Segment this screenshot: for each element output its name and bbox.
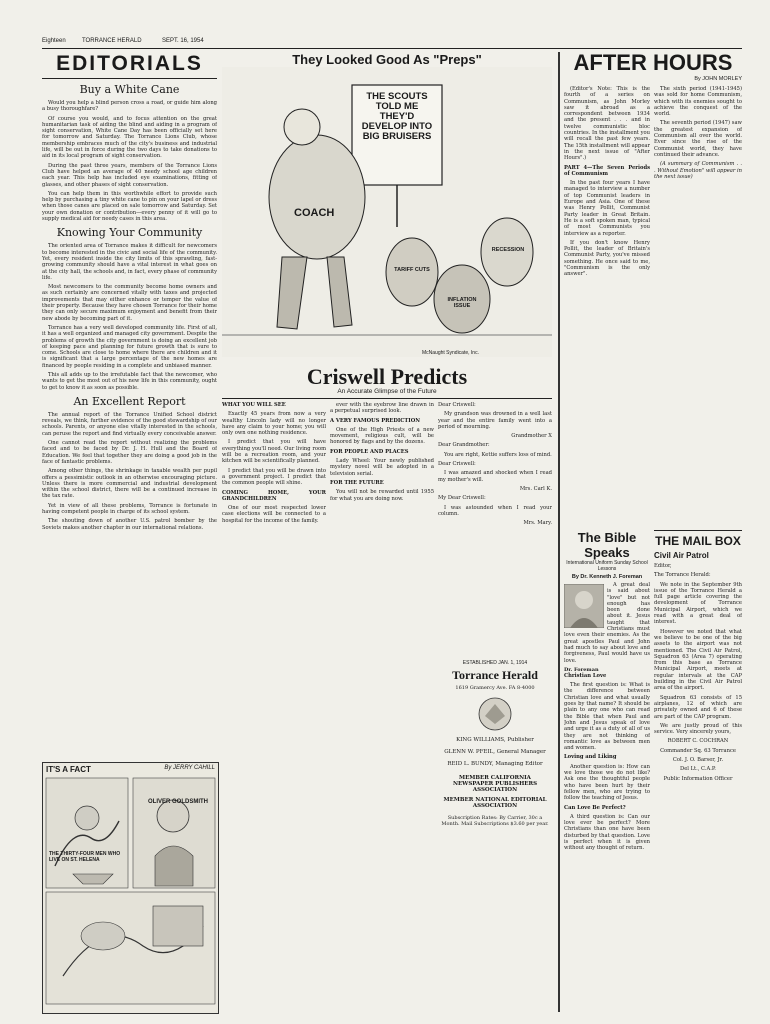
bible-byline: By Dr. Kenneth J. Foreman <box>571 574 643 580</box>
criswell-rule <box>222 398 552 399</box>
criswell-header <box>222 366 552 396</box>
criswell-subhead: FOR THE FUTURE <box>330 479 384 486</box>
mailbox-signature: Public Information Officer <box>663 775 733 782</box>
criswell-paragraph: I predict that you will be drawn into a government project. I predict that the common people will shine. <box>222 467 326 487</box>
criswell-paragraph: I predict that you will have everything you'll need. Our living room will be a recreation room, and your kitchen will be scientifically planned. <box>222 439 326 465</box>
article-paragraph: The oriented area of Torrance makes it difficult for newcomers to become interested in the civic and social life of the community. Yet, every resident inside the city limits of this sprawling, fast-growing community should have a vital interest in what goes on at the city hall, the schools and, in fact, every phase of community life. <box>42 243 217 281</box>
after-hours-header <box>564 52 742 82</box>
criswell-subtitle: An Accurate Glimpse of the Future <box>337 388 437 395</box>
author-photo <box>564 584 604 628</box>
criswell-col-1 <box>222 402 326 1014</box>
masthead-name: Torrance Herald <box>452 668 538 682</box>
after-hours-paragraph: The sixth period (1941-1945) was sold for home Communism, which with its enemies sought to achieve the conquest of the world. <box>654 86 742 118</box>
masthead-managing-editor: REID L. BUNDY, Managing Editor <box>447 761 543 767</box>
article-paragraph: You can help them in this worthwhile effort to provide such help by purchasing a tiny white cane to pin on your lapel or dress when those canes are placed on sale tomorrow and Saturday. Set your own donation or contribution—every penny of it will go to supply medical aid for needy cases in this area. <box>42 190 217 223</box>
cartoon-credit: McNaught Syndicate, Inc. <box>422 350 479 356</box>
criswell-paragraph: ever with the eyebrow line drawn in a perpetual surprised look. <box>330 402 434 415</box>
strip-title: IT'S A FACT <box>46 765 91 774</box>
article-paragraph: This all adds up to the irrefutable fact that the newcomer, who wants to get the most out of his new life in this community, ought to get to know it as soon as possible. <box>42 371 217 391</box>
masthead-phone: 1619 Gramercy Ave. FA 8-4000 <box>455 685 535 691</box>
mailbox-paragraph: Squadron 63 consists of 15 airplanes, 12 of which are privately owned and 6 of these are part of the CAP program. <box>654 694 742 720</box>
criswell-subhead: A VERY FAMOUS PREDICTION <box>330 417 420 424</box>
criswell-paragraph: You will not be rewarded until 1955 for what you are doing now. <box>330 489 434 502</box>
after-hours-byline: By JOHN MORLEY <box>694 76 742 82</box>
mailbox-paragraph: However we noted that what we believe to be one of the big assets to the airport was not mentioned. The Civil Air Patrol, Squadron 63 (Area 7) operating from this base as Torrance Municipal Airport, meets at regular intervals at the CAP building in the Civil Air Patrol area of the airport. <box>654 628 742 692</box>
criswell-title: Criswell Predicts <box>306 366 468 389</box>
criswell-letter: My Dear Criswell: <box>438 495 486 502</box>
criswell-paragraph: Exactly 45 years from now a very wealthy Lincoln lady will no longer have any claim to your home; you will only own one nothing residence. <box>222 411 326 437</box>
criswell-paragraph: Lady Wheel: Your newly published mystery novel will be adopted in a television serial. <box>330 458 434 477</box>
masthead-member: MEMBER NATIONAL EDITORIAL ASSOCIATION <box>443 797 547 809</box>
paper-name: TORRANCE HERALD <box>82 38 142 44</box>
criswell-letter: My grandson was drowned in a well last year and the entire family went into a period of mourning. <box>438 411 552 430</box>
after-hours-title: AFTER HOURS <box>573 52 733 75</box>
article-title: Buy a White Cane <box>79 83 180 96</box>
main-cartoon <box>222 52 552 362</box>
criswell-subhead: COMING HOME, YOUR GRANDCHILDREN <box>222 489 326 502</box>
editorials-column <box>42 52 217 762</box>
ball-label-recession: RECESSION <box>491 247 525 253</box>
mailbox-signature: Commander Sq. 63 Torrance <box>660 747 736 754</box>
mailbox-title: THE MAIL BOX <box>655 534 741 548</box>
criswell-paragraph: One of the High Priests of a new movement, religious cult, will be honored by flags and by the dozens. <box>330 426 434 446</box>
article-paragraph: One cannot read the report without realizing the problems faced and to be faced by Dr. J. H. Hull and the Board of Education. We feel that together they are doing a good job in the face of fantastic problems. <box>42 440 217 465</box>
bible-subhead: Loving and Liking <box>564 754 617 761</box>
author-caption: Dr. Foreman <box>564 666 599 673</box>
article-title: Knowing Your Community <box>56 226 203 240</box>
after-hours-paragraph: If you don't know Henry Pollit, the leader of Britain's Communist Party, you've missed something. He once said to me, "Communism is the only answer". <box>564 239 650 278</box>
article-paragraph: The shouting down of another U.S. patrol bomber by the Soviets makes another chapter in our international relations. <box>42 518 217 531</box>
bible-paragraph: Another question is: How can we love those we do not like? Ask one the thoughtful people who have been hurt by their fellow men, who are trying to follow the teaching of Jesus. <box>564 763 650 802</box>
column-divider <box>558 52 560 1012</box>
masthead <box>438 660 552 1014</box>
article-paragraph: Would you help a blind person cross a road, or guide him along a busy thoroughfare? <box>42 100 217 113</box>
criswell-letter: Dear Grandmother: <box>438 442 490 449</box>
after-hours-paragraph: The seventh period (1947) saw the greatest expansion of Communism all over the world. Ever since the rise of the Communist world, they have continued their advance. <box>654 120 742 158</box>
bible-subhead: Can Love Be Perfect? <box>564 804 626 811</box>
article-paragraph: Among other things, the shrinkage in taxable wealth per pupil offers a pessimistic outlook in an otherwise encouraging picture. Unless there is more commercial and industrial development within the school district, there will be a continued increase in the tax rate. <box>42 468 217 500</box>
article-paragraph: During the past three years, members of the Torrance Lions Club have helped an average of 40 needy school age children each year. This help has included eye examinations, fitting of glasses, and other phases of sight conservation. <box>42 162 217 188</box>
after-hours-subhead: PART 4—The Seven Periods of Communism <box>564 164 650 177</box>
article-paragraph: The annual report of the Torrance Unified School district reveals, we think, further evidence of the good stewardship of our schools. Parents, or anyone else vitally interested in the schools, can peruse the report and find virtually every conceivable answer. <box>42 411 217 437</box>
mailbox-line: The Torrance Herald: <box>654 572 711 579</box>
mailbox-line: Editor, <box>654 563 672 569</box>
criswell-letter: You are right, Kettie suffers loss of mind. <box>444 451 552 458</box>
criswell-signoff: Mrs. Carl K. <box>519 485 552 492</box>
strip-byline: By JERRY CAHILL <box>164 765 215 771</box>
after-hours-paragraph: (A summary of Communism . . . Without Emotion" will appear in the next issue) <box>654 161 742 180</box>
article-paragraph: Most newcomers to the community become home owners and as such certainly are concerned vitally with taxes and projected improvements that may either enhance or temper the value of their property. Because they have chosen Torrance for their home they can only secure maximum enjoyment and benefit from their new abode by becoming part of it. <box>42 284 217 322</box>
criswell-col-3 <box>438 402 552 652</box>
criswell-letter: Dear Criswell: <box>438 461 476 468</box>
after-hours-paragraph: (Editor's Note: This is the fourth of a series on Communism, as John Morley saw it abroad as a correspondent between 1934 and the present . . . and in twelve communistic bloc countries. In the installment you will recall the past few years. The 15th installment will appear in the next issue of "After Hours".) <box>564 86 650 162</box>
after-hours-col-1 <box>564 86 650 526</box>
criswell-signoff: Grandmother X <box>511 433 552 440</box>
strip-illustration <box>43 776 218 1008</box>
editorials-rule <box>42 78 217 79</box>
masthead-emblem <box>438 694 552 734</box>
cartoon-title: They Looked Good As "Preps" <box>292 52 482 67</box>
masthead-editor: GLENN W. PFEIL, General Manager <box>444 749 546 755</box>
ball-label-inflation: INFLATION ISSUE <box>447 297 477 309</box>
strip-panel-name: OLIVER GOLDSMITH <box>148 799 208 805</box>
editorials-title: EDITORIALS <box>56 52 203 75</box>
mailbox-subtitle: Civil Air Patrol <box>654 551 709 560</box>
bible-speaks <box>564 530 650 1012</box>
coach-label: COACH <box>294 207 335 219</box>
page-date: SEPT. 16, 1954 <box>162 38 204 44</box>
header-rule <box>42 48 742 49</box>
article-paragraph: Of course you would, and to focus attention on the great humanitarian task of aiding the blind and aiding in a program of sight conservation, White Cane Day has been officially set here for tomorrow and Saturday. The Torrance Lions Club, whose membership embraces much of the city's business and industrial life, will be out in force during the two days to take donations to aid in its local program of sight conservation. <box>42 115 217 160</box>
masthead-established: ESTABLISHED JAN. 1, 1914 <box>462 660 528 666</box>
mailbox-signature: Col. J. O. Barser, Jr. <box>672 757 724 764</box>
criswell-letter: I was astounded when I read your column. <box>438 504 552 517</box>
criswell-letter: I was amazed and shocked when I read my mother's will. <box>438 470 552 483</box>
after-hours-paragraph: In the past four years I have managed to interview a number of top Communist leaders in Europe and Asia. One of these was Henry Pollit, Communist Party leader in Great Britain. He is a soft spoken man, typical of most Communists you interview as a reporter. <box>564 180 650 237</box>
mailbox-signature: Del Lt., C.A.P. <box>680 766 716 773</box>
cartoon-sign-text: THE SCOUTS TOLD ME THEY'D DEVELOP INTO BIG BRUISERS <box>361 91 433 142</box>
criswell-col-2 <box>330 402 434 1014</box>
mailbox-rule <box>654 530 742 531</box>
strip-header <box>43 763 218 776</box>
masthead-publisher: KING WILLIAMS, Publisher <box>456 737 534 743</box>
article-paragraph: Torrance has a very well developed community life. First of all, it has a well organized and managed city government. Despite the problems of growth the city government is doing an excellent job of keeping pace and planning for future growth that is sure to come. Schools are close to home where there are children and it is significant that a large percentage of the new homes are financed by people residing in a complete and unbiased manner. <box>42 324 217 369</box>
bible-paragraph: A third question is: Can our love ever be perfect? More Christians than one have been disturbed by that question. Love is perfect when it is given without any thought of return. <box>564 813 650 852</box>
page-number: Eighteen <box>42 38 66 44</box>
article-title: An Excellent Report <box>73 394 186 408</box>
masthead-subscription: Subscription Rates: By Carrier, 30c a Month. Mail Subscriptions $3.60 per year. <box>441 815 549 827</box>
page-header <box>42 38 742 48</box>
ball-label-tariff: TARIFF CUTS <box>394 267 430 273</box>
criswell-paragraph: One of our most respected lower case elections will be connected to a hospital for the income of the family. <box>222 505 326 524</box>
criswell-subhead: FOR PEOPLE AND PLACES <box>330 448 409 455</box>
bible-title: The Bible Speaks <box>577 530 637 560</box>
mailbox-paragraph: We are justly proud of this service. Very sincerely yours, <box>654 722 742 736</box>
bible-paragraph: The first question is: What is the difference between Christian love and what usually goes by that name? It should be plain to any one who can read the Bible that when Paul and John and Jesus speak of love and urge it as a duty of all of us they are not thinking of romantic love as between men and women. <box>564 682 650 752</box>
bible-subtitle: International Uniform Sunday School Lessons <box>566 560 648 572</box>
strip-panel-caption: THE THIRTY-FOUR MEN WHO LIVE ON ST. HELENA <box>49 851 121 863</box>
after-hours-col-2 <box>654 86 742 526</box>
mail-box <box>654 530 742 1012</box>
mailbox-signature: ROBERT C. COCHRAN <box>667 738 729 745</box>
bible-paragraph: A great deal is said about "love" but not enough has been done about it. Jesus taught that Christians must love even their enemies. As the great apostles Paul and John had much to say about love and forgiveness, Paul would have us love. <box>564 582 650 664</box>
criswell-subhead: WHAT YOU WILL SEE <box>222 402 286 408</box>
masthead-member: MEMBER CALIFORNIA NEWSPAPER PUBLISHERS ASSOCIATION <box>452 775 538 793</box>
bible-subhead: Christian Love <box>564 672 607 679</box>
mailbox-paragraph: We note in the September 9th issue of the Torrance Herald a full page article covering the development of Torrance Municipal Airport, which we read with a great deal of interest. <box>654 581 742 626</box>
article-paragraph: Yet in view of all these problems, Torrance is fortunate in having competent people in charge of its school system. <box>42 502 217 516</box>
criswell-signoff: Mrs. Mary. <box>523 520 552 527</box>
its-a-fact-strip <box>42 762 219 1014</box>
criswell-letter: Dear Criswell: <box>438 402 476 408</box>
